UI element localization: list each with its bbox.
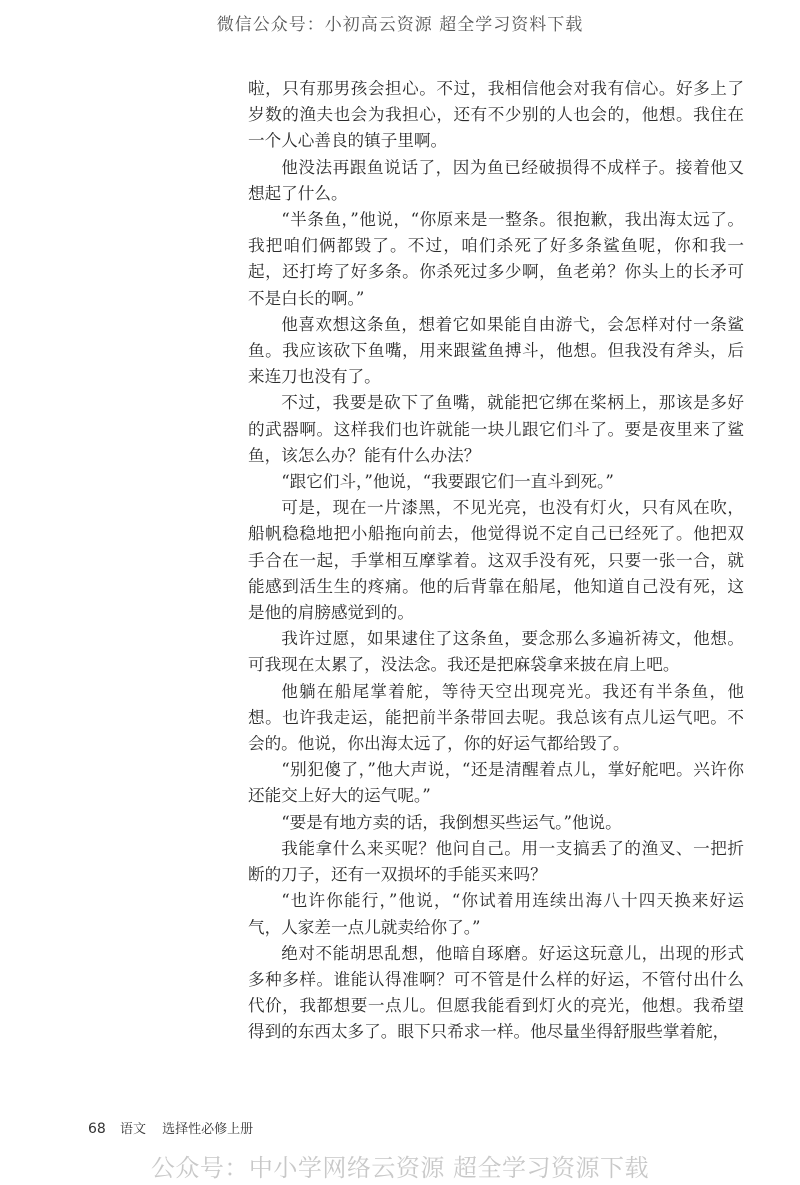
paragraph: 他没法再跟鱼说话了，因为鱼已经破损得不成样子。接着他又想起了什么。 xyxy=(248,157,744,203)
body-text xyxy=(248,76,744,1046)
paragraph: “跟它们斗，”他说，“我要跟它们一直斗到死。” xyxy=(281,472,614,492)
paragraph: “半条鱼，”他说，“你原来是一整条。很抱歉，我出海太远了。我把咱们俩都毁了。不过，咱们杀死了好多条鲨鱼呢，你和我一起，还打垮了好多条。你杀死过多少啊，鱼老弟？你头上的长矛可不是白长的啊。” xyxy=(248,210,744,308)
paragraph: 他躺在船尾掌着舵，等待天空出现亮光。我还有半条鱼，他想。也许我走运，能把前半条带回去呢。我总该有点儿运气吧。不会的。他说，你出海太远了，你的好运气都给毁了。 xyxy=(248,681,744,754)
bottom-watermark: 公众号：中小学网络云资源 超全学习资源下载 xyxy=(150,1154,650,1182)
paragraph: 不过，我要是砍下了鱼嘴，就能把它绑在桨柄上，那该是多好的武器啊。这样我们也许就能一块儿跟它们斗了。要是夜里来了鲨鱼，该怎么办？能有什么办法？ xyxy=(248,393,744,465)
paragraph: “要是有地方卖的话，我倒想买些运气。”他说。 xyxy=(281,812,622,832)
paragraph: 啦，只有那男孩会担心。不过，我相信他会对我有信心。好多上了岁数的渔夫也会为我担心，还有不少别的人也会的，他想。我住在一个人心善良的镇子里啊。 xyxy=(248,79,744,151)
paragraph: 他喜欢想这条鱼，想着它如果能自由游弋，会怎样对付一条鲨鱼。我应该砍下鱼嘴，用来跟鲨鱼搏斗，他想。但我没有斧头，后来连刀也没有了。 xyxy=(248,314,744,387)
book-title: 选择性必修上册 xyxy=(162,1122,254,1137)
paragraph: 绝对不能胡思乱想，他暗自琢磨。好运这玩意儿，出现的形式多种多样。谁能认得准啊？可不管是什么样的好运，不管付出什么代价，我都想要一点儿。但愿我能看到灯火的亮光，他想。我希望得到的东西太多了。眼下只希求一样。他尽量坐得舒服些掌着舵， xyxy=(248,943,744,1042)
paragraph: “也许你能行，”他说，“你试着用连续出海八十四天换来好运气，人家差一点儿就卖给你了。” xyxy=(248,891,744,937)
paragraph: 我能拿什么来买呢？他问自己。用一支搞丢了的渔叉、一把折断的刀子，还有一双损坏的手能买来吗？ xyxy=(248,838,744,885)
subject-label: 语文 xyxy=(119,1122,146,1137)
top-watermark-banner: 微信公众号：小初高云资源 超全学习资料下载 xyxy=(216,15,584,35)
page-footer xyxy=(88,1118,253,1137)
paragraph: 可是，现在一片漆黑，不见光亮，也没有灯火，只有风在吹，船帆稳稳地把小船拖向前去，他觉得说不定自己已经死了。他把双手合在一起，手掌相互摩挲着。这双手没有死，只要一张一合，就能感到活生生的疼痛。他的后背靠在船尾，他知道自己没有死，这是他的肩膀感觉到的。 xyxy=(248,498,744,623)
page-number: 68 xyxy=(88,1121,106,1137)
paragraph: 我许过愿，如果逮住了这条鱼，要念那么多遍祈祷文，他想。可我现在太累了，没法念。我还是把麻袋拿来披在肩上吧。 xyxy=(248,629,744,675)
paragraph: “别犯傻了，”他大声说，“还是清醒着点儿，掌好舵吧。兴许你还能交上好大的运气呢。” xyxy=(248,760,744,806)
